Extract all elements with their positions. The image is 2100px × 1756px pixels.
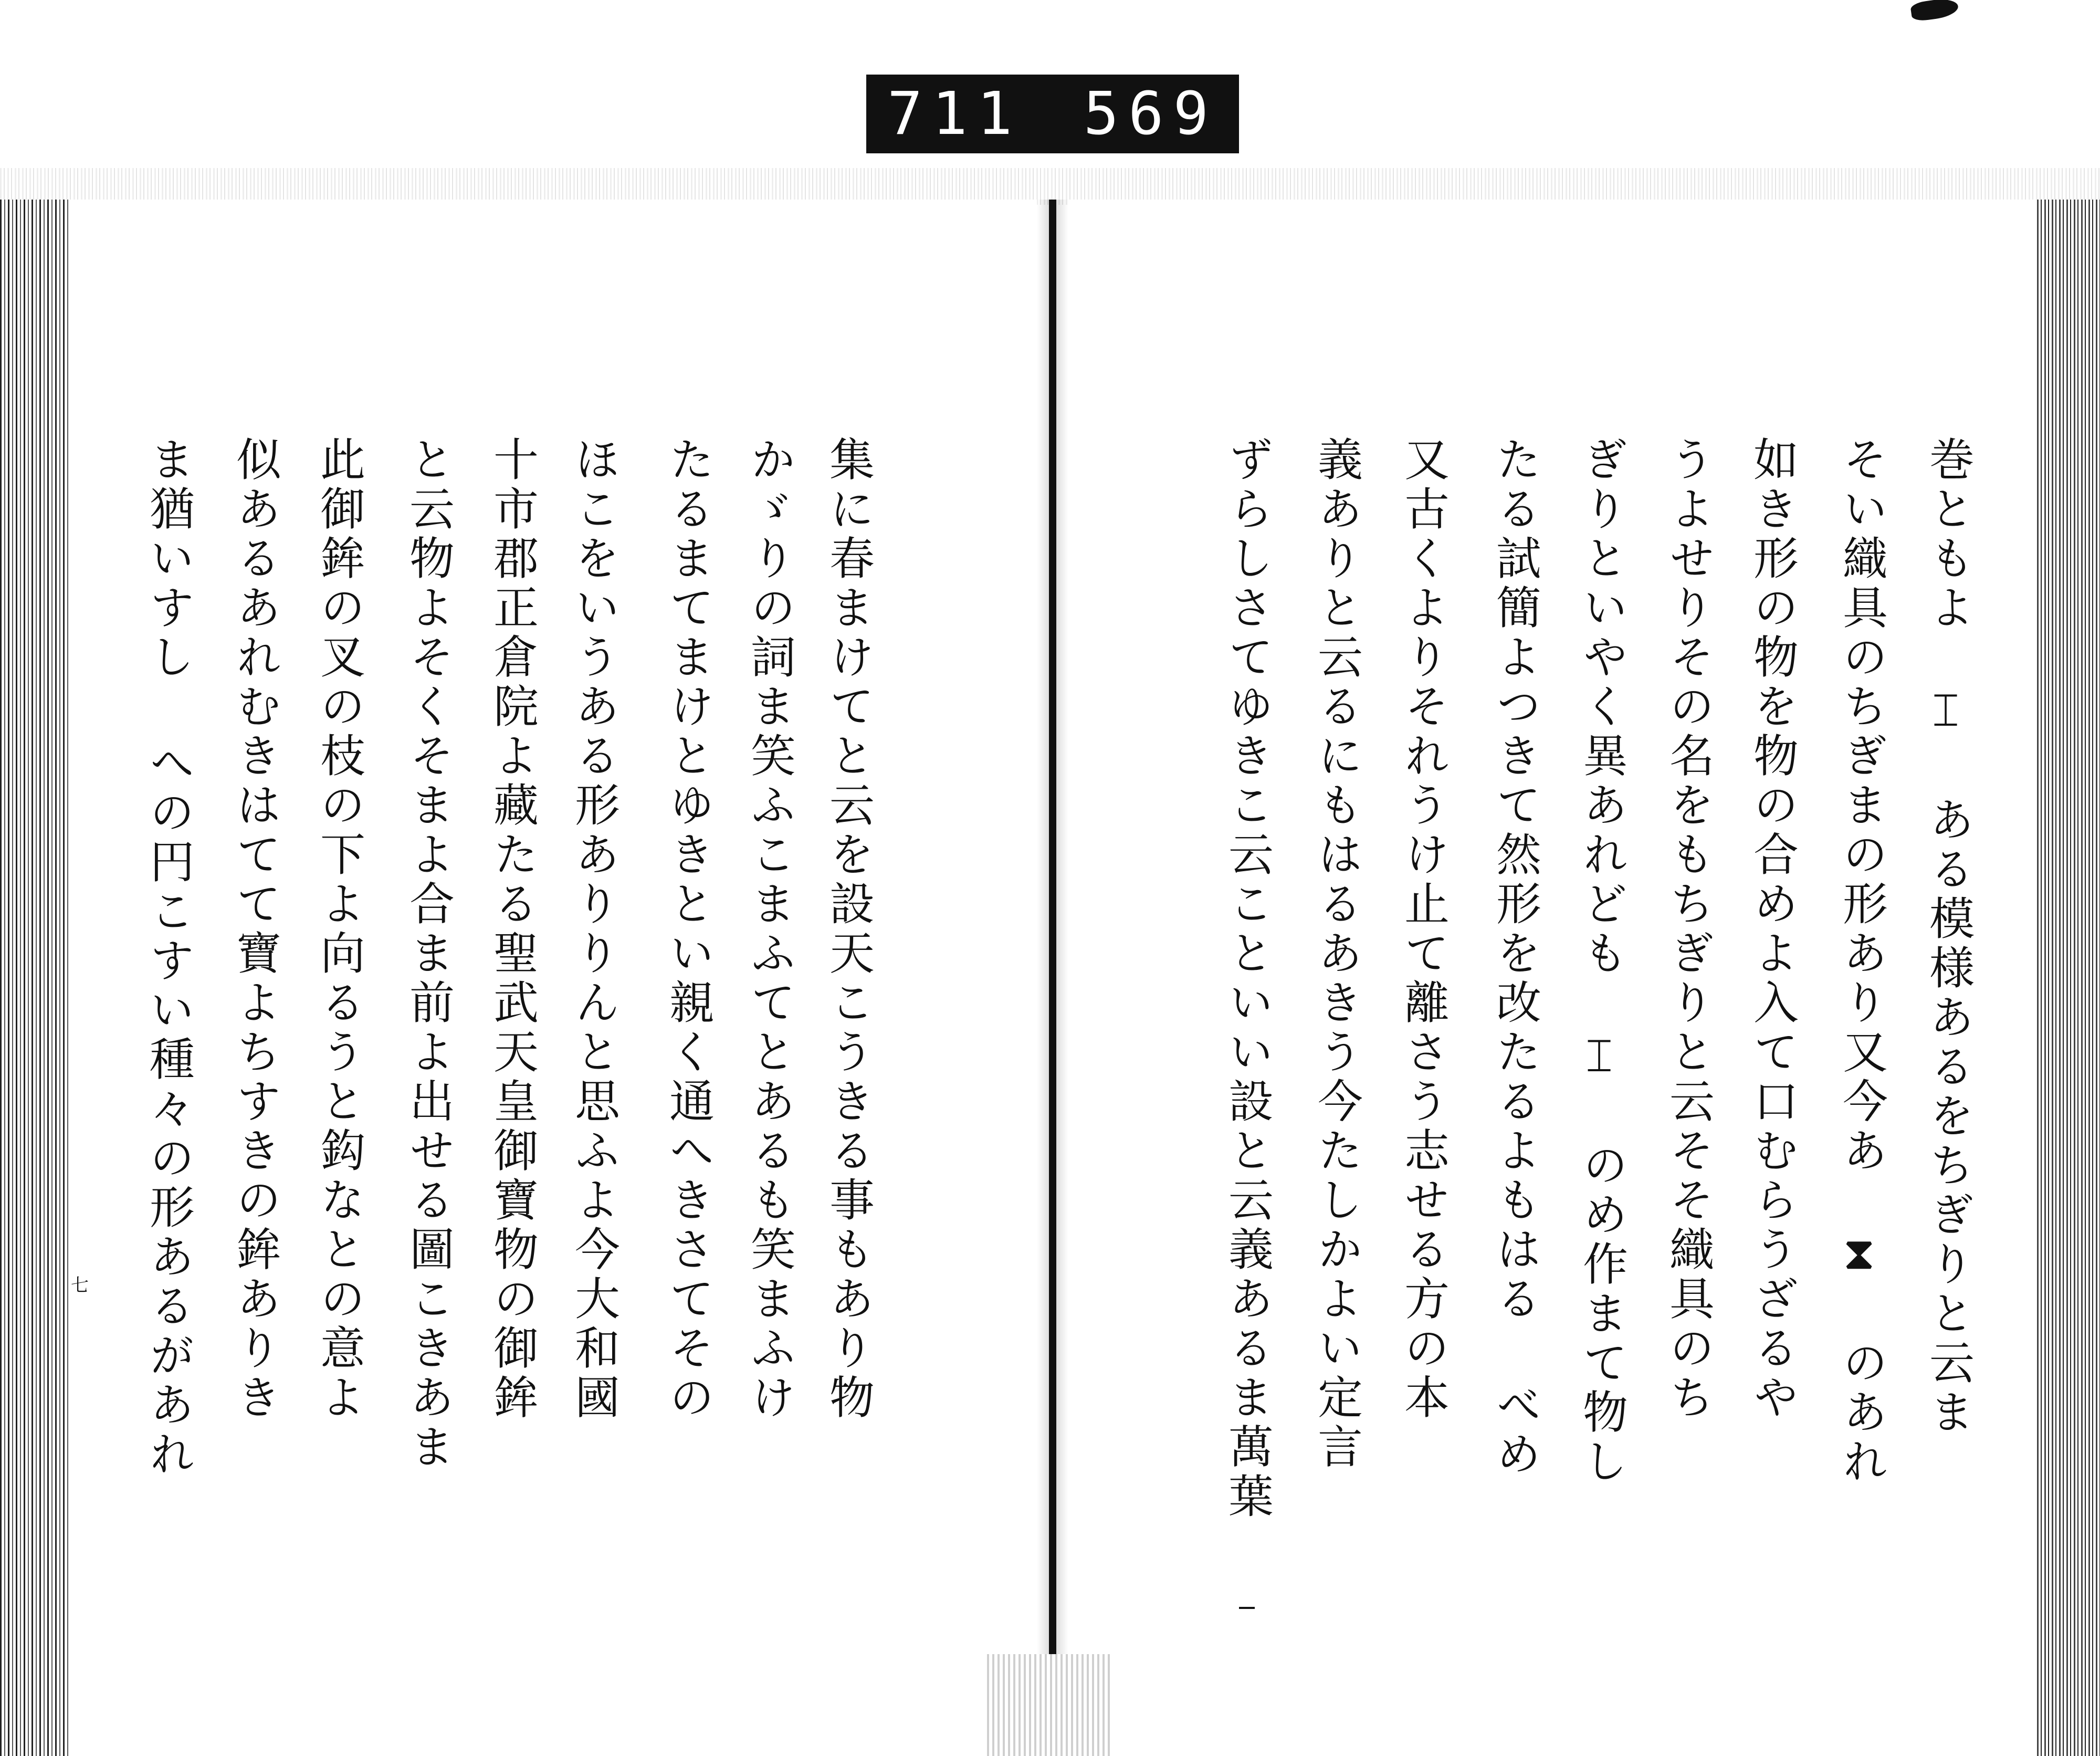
left-page-column-8: 似あるあれむきはてて寶よちすきの鉾ありき: [228, 436, 281, 1423]
left-page: [71, 200, 1037, 1649]
scan-noise-bottom: [987, 1654, 1113, 1756]
left-page-column-7: 此御鉾の叉の枝の下よ向るうと鈎なとの意よ: [312, 436, 365, 1423]
right-page-column-4: うよせりその名をもちぎりと云そそ織具のち: [1662, 436, 1714, 1423]
left-page-column-3: たるまてまけとゆきとい親く通へきさてその: [662, 436, 714, 1423]
right-page: [1068, 200, 2037, 1649]
right-page-column-5: ぎりといやく異あれども ⌶ のめ作まて物し: [1575, 436, 1628, 1487]
archive-label-plate: [866, 75, 1239, 153]
right-page-column-1: 巻ともよ ⌶ ある模様あるをちぎりと云ま: [1922, 436, 1974, 1438]
label-right-number: 569: [1083, 80, 1218, 148]
right-page-column-9: ずらしさてゆきこ云こといい設と云義あるま萬葉: [1221, 436, 1273, 1522]
left-page-column-9: ま猶いすし への円こすい種々の形あるがあれ: [142, 436, 194, 1480]
label-left-number: 711: [887, 80, 1022, 148]
left-page-column-5: 十市郡正倉院よ藏たる聖武天皇御寶物の御鉾: [486, 436, 538, 1423]
right-page-column-8: 義ありと云るにもはるあきう今たしかよい定言: [1310, 436, 1362, 1472]
right-page-column-3: 如き形の物を物の合めよ入て口むらうざるや: [1746, 436, 1798, 1423]
right-page-column-6: たる試簡よつきて然形を改たるよもはる べめ: [1488, 436, 1541, 1480]
book-spine: [1049, 200, 1056, 1670]
ink-blot: [1910, 0, 1959, 22]
book-edge-right: [2037, 200, 2100, 1756]
left-page-number: 七: [71, 1275, 89, 1296]
book-edge-left: [0, 200, 71, 1756]
left-page-column-1: 集に春まけてと云を設天こうきる事もあり物: [822, 436, 874, 1423]
left-page-column-4: ほこをいうある形ありりんと思ふよ今大和國: [567, 436, 620, 1423]
right-page-column-2: そい織具のちぎまの形あり又今あ ⧗ のあれ: [1835, 436, 1887, 1487]
right-page-column-7: 又古くよりそれうけ止て離さう志せる方の本: [1396, 436, 1449, 1423]
left-page-column-6: と云物よそくそまよ合ま前よ出せる圖こきあま: [402, 436, 454, 1472]
footer-dash: [1239, 1607, 1255, 1609]
left-page-column-2: かゞりの詞ま笑ふこまふてとあるも笑まふけ: [743, 436, 795, 1423]
